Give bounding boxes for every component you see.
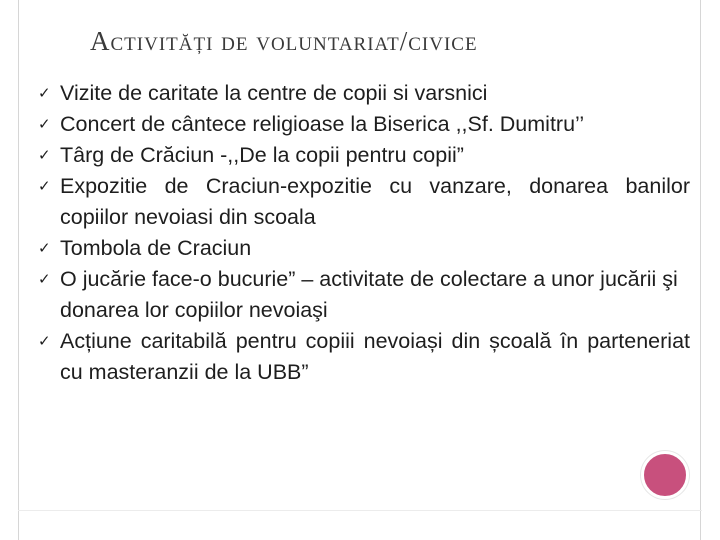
list-item-text: Expozitie de Craciun-expozitie cu vanzare, donarea banilor copiilor nevoiasi din scoala (60, 174, 690, 229)
list-item-text: Târg de Crăciun -,,De la copii pentru copii” (60, 143, 464, 167)
decorative-circle (641, 451, 689, 499)
checkmark-icon: ✓ (38, 147, 51, 164)
list-item (38, 109, 690, 140)
checkmark-icon: ✓ (38, 85, 51, 102)
activity-list (38, 78, 690, 388)
slide-frame-bottom-border (18, 510, 702, 511)
list-item (38, 326, 690, 388)
slide-frame-right-border (700, 0, 701, 540)
list-item-text: O jucărie face-o bucurie” – activitate de colectare a unor jucării şi donarea lor copiilor nevoiaşi (60, 267, 678, 322)
list-item-text: Tombola de Craciun (60, 236, 252, 260)
slide-frame-left-border (18, 0, 19, 540)
checkmark-icon: ✓ (38, 178, 51, 195)
list-item (38, 171, 690, 233)
list-item-text: Vizite de caritate la centre de copii si varsnici (60, 81, 488, 105)
slide-title: Activități de voluntariat/civice (90, 26, 478, 56)
checkmark-icon: ✓ (38, 333, 51, 350)
list-item (38, 78, 690, 109)
checkmark-icon: ✓ (38, 116, 51, 133)
checkmark-icon: ✓ (38, 240, 51, 257)
list-item-text: Concert de cântece religioase la Biserica ,,Sf. Dumitru’’ (60, 112, 585, 136)
checkmark-icon: ✓ (38, 271, 51, 288)
list-item (38, 264, 690, 326)
list-item (38, 233, 690, 264)
list-item (38, 140, 690, 171)
list-item-text: Acțiune caritabilă pentru copiii nevoiași din școală în parteneriat cu masteranzii de la UBB” (60, 329, 690, 384)
